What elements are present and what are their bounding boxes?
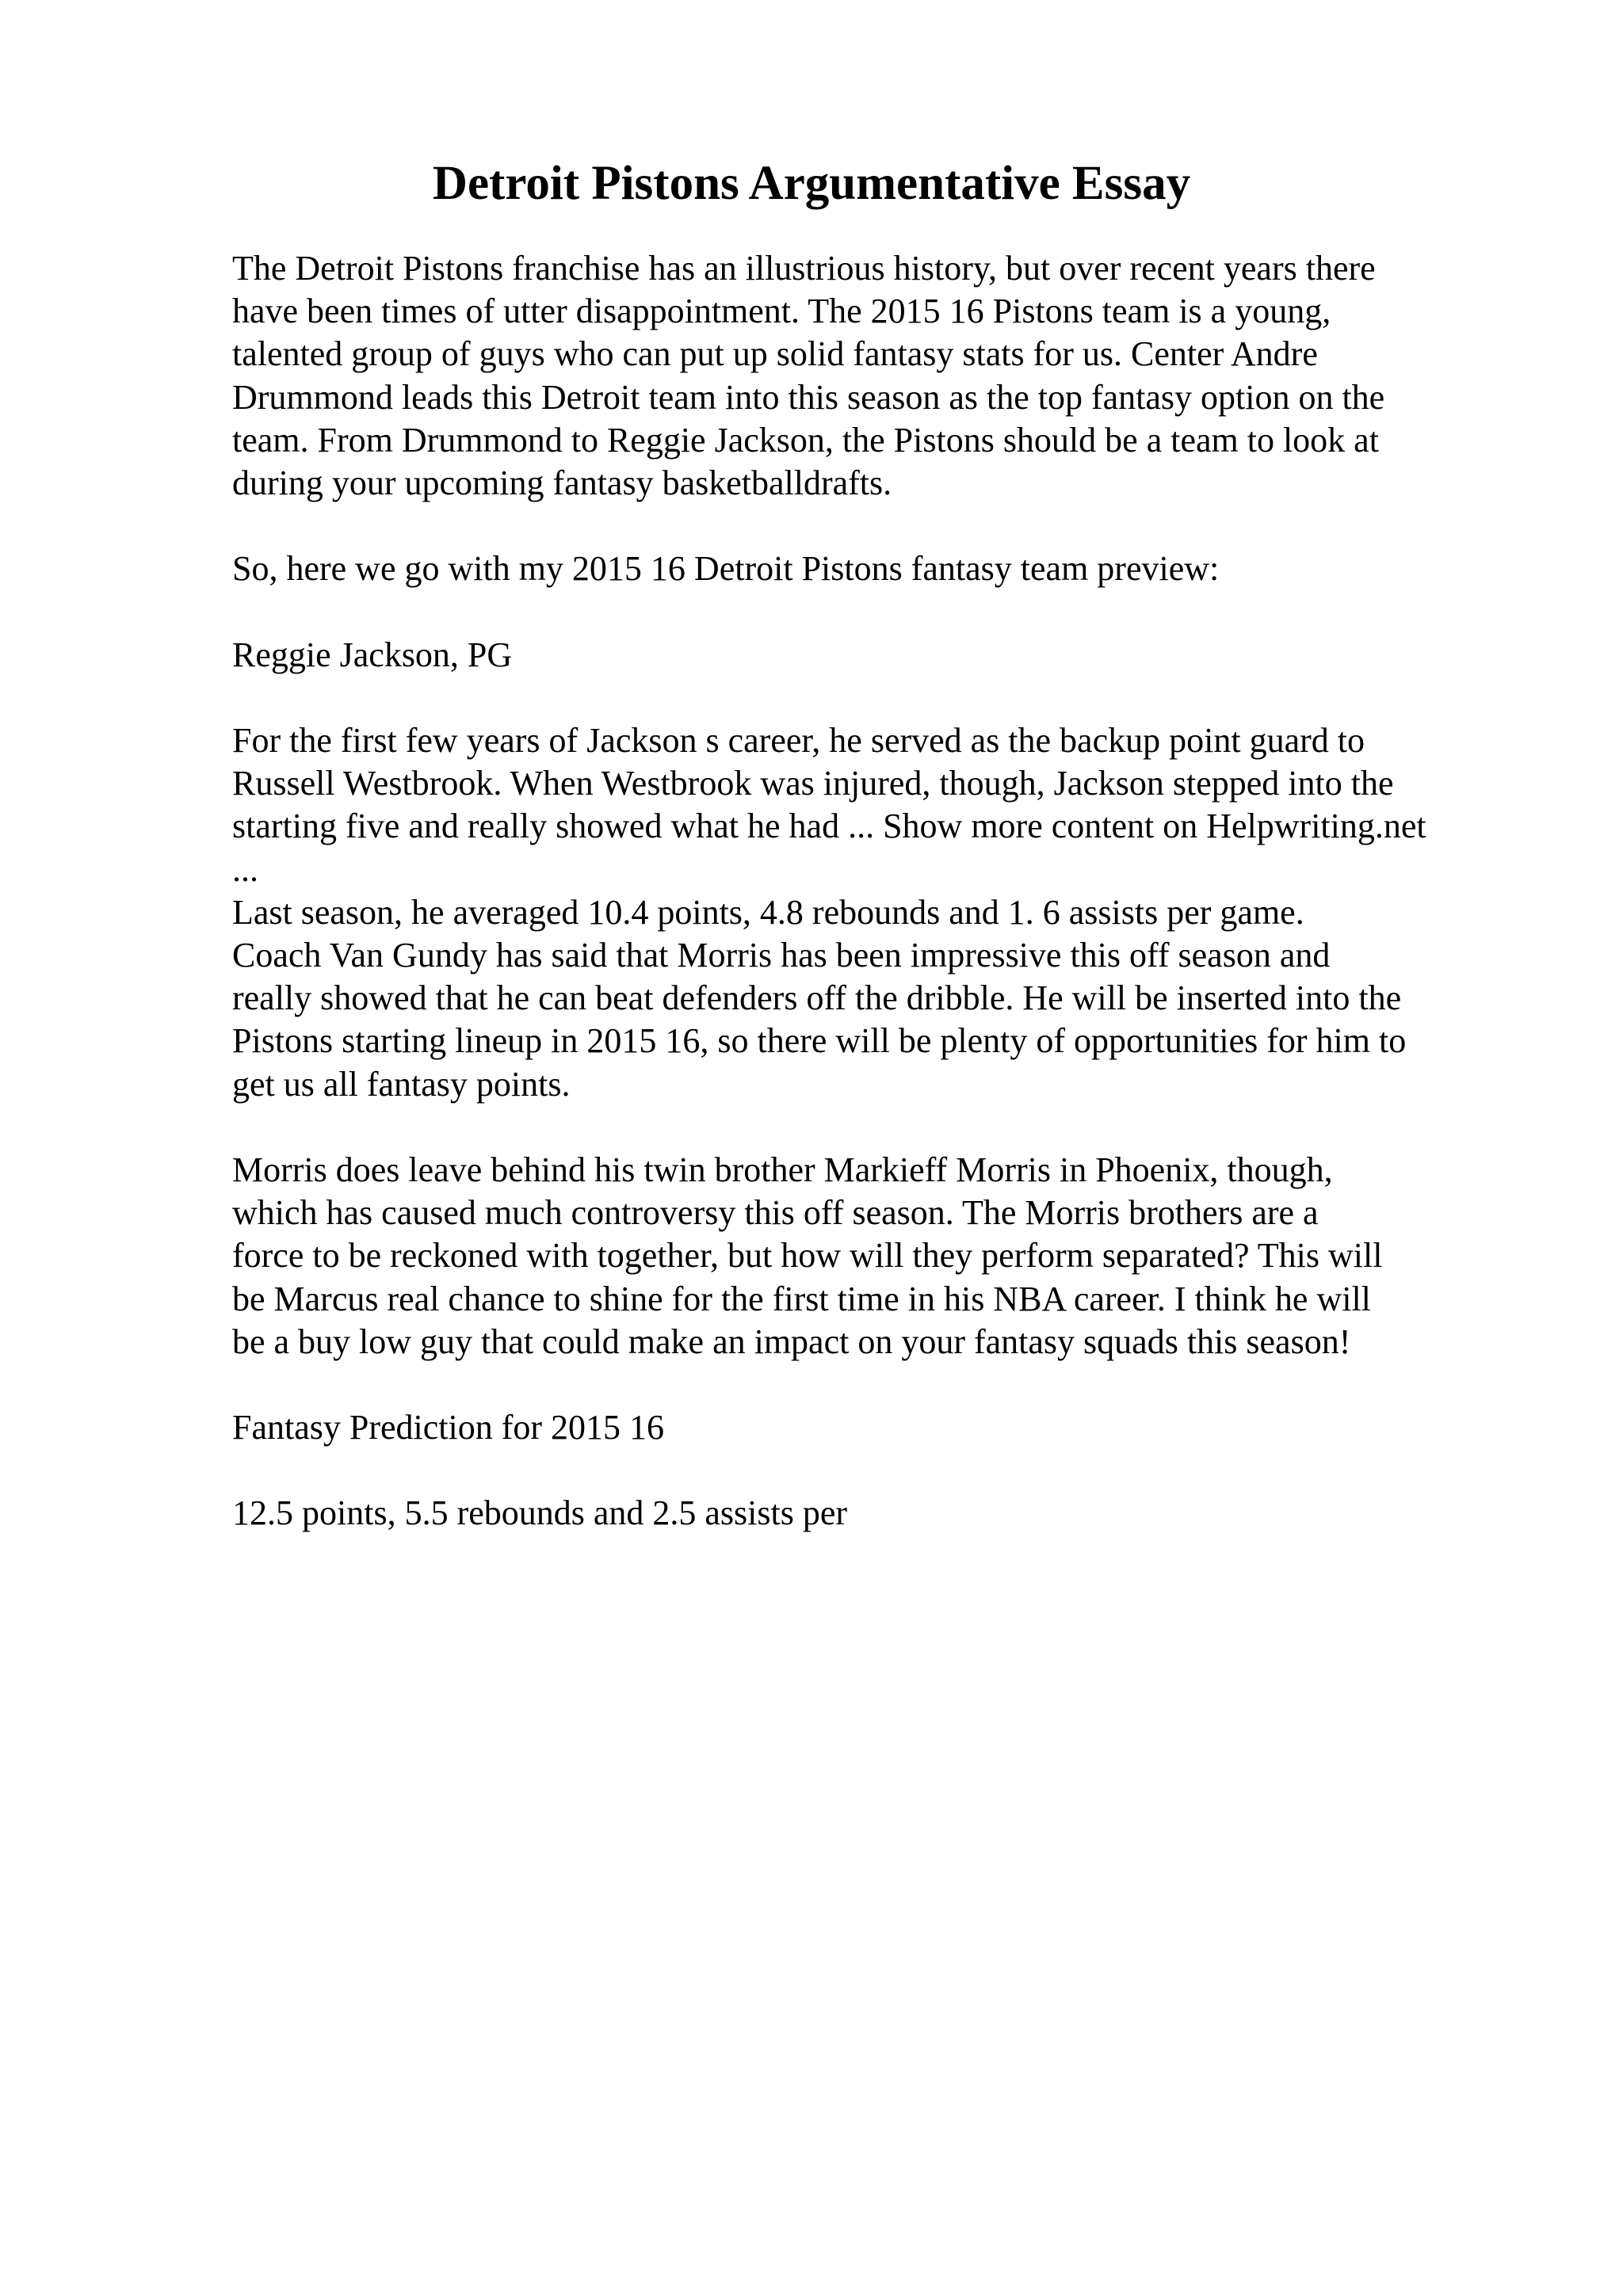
- text-line: Pistons starting lineup in 2015 16, so there will be plenty of opportunities for him to: [232, 1021, 1407, 1061]
- text-line: The Detroit Pistons franchise has an illustrious history, but over recent years there: [232, 249, 1376, 288]
- text-line: Last season, he averaged 10.4 points, 4.8 rebounds and 1. 6 assists per game.: [232, 892, 1304, 932]
- text-line: force to be reckoned with together, but how will they perform separated? This will: [232, 1236, 1383, 1276]
- text-line: be a buy low guy that could make an impact on your fantasy squads this season!: [232, 1322, 1351, 1361]
- document-title: Detroit Pistons Argumentative Essay: [432, 157, 1191, 210]
- paragraph-gap: [232, 1363, 1516, 1406]
- text-line: have been times of utter disappointment. The 2015 16 Pistons team is a young,: [232, 292, 1331, 331]
- paragraph-preview-intro: [232, 547, 1516, 590]
- paragraph-player-heading: [232, 634, 1516, 677]
- paragraph-morris-brothers: [232, 1149, 1516, 1363]
- text-line: be Marcus real chance to shine for the first time in his NBA career. I think he will: [232, 1279, 1371, 1318]
- text-line: Russell Westbrook. When Westbrook was injured, though, Jackson stepped into the: [232, 764, 1394, 803]
- text-line: team. From Drummond to Reggie Jackson, the Pistons should be a team to look at: [232, 420, 1379, 460]
- text-line: ...: [232, 849, 258, 889]
- paragraph-gap: [232, 505, 1516, 547]
- text-line: starting five and really showed what he had ... Show more content on Helpwriting.net: [232, 807, 1426, 846]
- text-line: really showed that he can beat defenders off the dribble. He will be inserted into the: [232, 978, 1402, 1018]
- text-line: which has caused much controversy this off season. The Morris brothers are a: [232, 1193, 1319, 1233]
- paragraph-jackson-career: [232, 719, 1516, 1106]
- text-line: get us all fantasy points.: [232, 1064, 571, 1104]
- text-line: Reggie Jackson, PG: [232, 635, 513, 674]
- paragraph-prediction-heading: [232, 1406, 1516, 1449]
- text-line: For the first few years of Jackson s career, he served as the backup point guard to: [232, 721, 1365, 761]
- document-body: [232, 247, 1516, 1535]
- paragraph-gap: [232, 1106, 1516, 1149]
- text-line: Morris does leave behind his twin brother Markieff Morris in Phoenix, though,: [232, 1150, 1333, 1189]
- text-line: talented group of guys who can put up solid fantasy stats for us. Center Andre: [232, 334, 1318, 374]
- text-line: Coach Van Gundy has said that Morris has been impressive this off season and: [232, 936, 1331, 974]
- text-line: Fantasy Prediction for 2015 16: [232, 1408, 665, 1447]
- text-line: Drummond leads this Detroit team into this season as the top fantasy option on the: [232, 377, 1385, 417]
- paragraph-gap: [232, 591, 1516, 634]
- paragraph-intro: [232, 247, 1516, 505]
- text-line: 12.5 points, 5.5 rebounds and 2.5 assists per: [232, 1493, 848, 1533]
- paragraph-gap: [232, 1449, 1516, 1492]
- text-line: So, here we go with my 2015 16 Detroit Pistons fantasy team preview:: [232, 549, 1220, 589]
- paragraph-prediction-stats: [232, 1492, 1516, 1535]
- paragraph-gap: [232, 677, 1516, 719]
- text-line: during your upcoming fantasy basketballdrafts.: [232, 463, 892, 502]
